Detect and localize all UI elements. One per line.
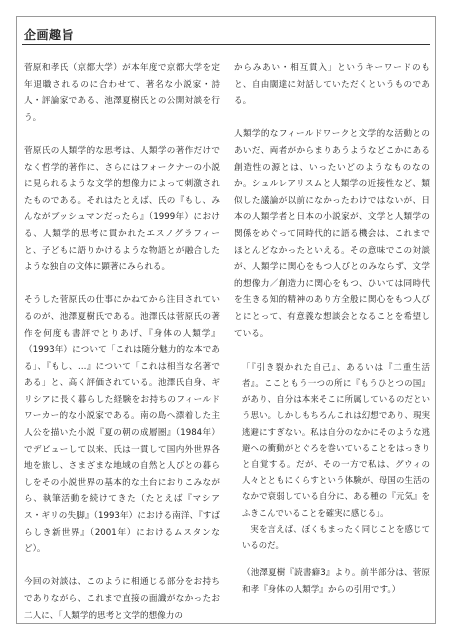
citation-note: （池澤夏樹『読書癖3』より。前半部分は、菅原和孝『身体の人類学』からの引用です。）	[242, 568, 430, 595]
right-column	[234, 60, 430, 615]
paragraph-ikezawa: そうした菅原氏の仕事にかねてから注目されているのが、池澤夏樹氏である。池澤氏は菅原氏の著作を何度も書評でとりあげ、『身体の人類学』（1993年）について「これは随分魅力的な本である」、『もし、…』について「これは相当な名著である」と、高く評価されている。池澤氏自身、ギリシアに長く暮らした経験をお持ちのフィールドワーカー的な小説家である。南の島へ漂着した主人公を描いた小説『夏の朝の成層圏』（1984年）でデビューして以来、氏は一貫して国内外世界各地を旅し、さまざまな地域の自然と人びとの暮らしをその小説世界の基本的な土台におりこみながら、執筆活動を続けてきた（たとえば『マシアス・ギリの失脚』（1993年）における南洋、『すばらしき新世界』（2001年）におけるムスタンなど）。	[24, 295, 220, 555]
paragraph-sugawara-thought: 菅原氏の人類学的な思考は、人類学の著作だけでなく哲学的著作に、さらにはフォークナーの小説に見られるような文学的想像力によって刺激されたものである。それはたとえば、氏の『もし、みんながブッシュマンだったら』（1999年）における、人類学的思考に貫かれたエスノグラフィーと、子どもに語りかけるような物語とが融合したような独自の文体に顕著にみられる。	[24, 145, 220, 273]
title-divider	[22, 44, 430, 45]
left-column	[24, 60, 220, 641]
quotation-text: 「『引き裂かれた自己』、あるいは『二重生活者』。ここともう一つの所に『もうひとつの国』があり、自分は本来そこに所属しているのだという思い。しかしもちろんこれは幻想であり、現実逃避にすぎない。私は自分のなかにそのような逃避への衝動がとぐろを巻いていることをはっきりと自覚する。だが、その一方で私は、グウィの人々とともにくらすという体験が、母国の生活のなかで衰弱している自分に、ある種の『元気』をふきこんでいることを確実に感じる」。	[242, 361, 430, 518]
quotation-comment: 実を言えば、ぼくもまったく同じことを感じているのだ。	[242, 523, 430, 550]
paragraph-intro: 菅原和孝氏（京都大学）が本年度で京都大学を定年退職されるのに合わせて、著名な小説家・詩人・評論家である、池澤夏樹氏との公開対談を行う。	[24, 63, 220, 123]
section-title: 企画趣旨	[24, 28, 75, 42]
paragraph-creativity: 人類学的なフィールドワークと文学的な活動とのあいだ、両者がからまりあうようなどこかにある創造性の源とは、いったいどのようなものなのか。シュルレアリスムと人類学の近接性など、類似した議論が以前になかったわけではないが、日本の人類学者と日本の小説家が、文学と人類学の関係をめぐって同時代的に語る機会は、これまでほとんどなかったといえる。その意味でこの対談が、人類学に関心をもつ人びとのみならず、文学的想像力／創造力に関心をもつ、ひいては同時代を生きる知的精神のあり方全般に関心をもつ人びとにとって、有意義な想談会となることを希望している。	[234, 129, 430, 339]
paragraph-dialogue-end: からみあい・相互貫入」というキーワードのもと、自由闊達に対話していただくというものである。	[234, 63, 430, 107]
paragraph-dialogue-start: 今回の対談は、このように相通じる部分をお持ちでありながら、これまで直接の面識がなかったお二人に、「人類学的思考と文学的想像力の	[24, 577, 220, 621]
quotation-block	[234, 359, 430, 553]
